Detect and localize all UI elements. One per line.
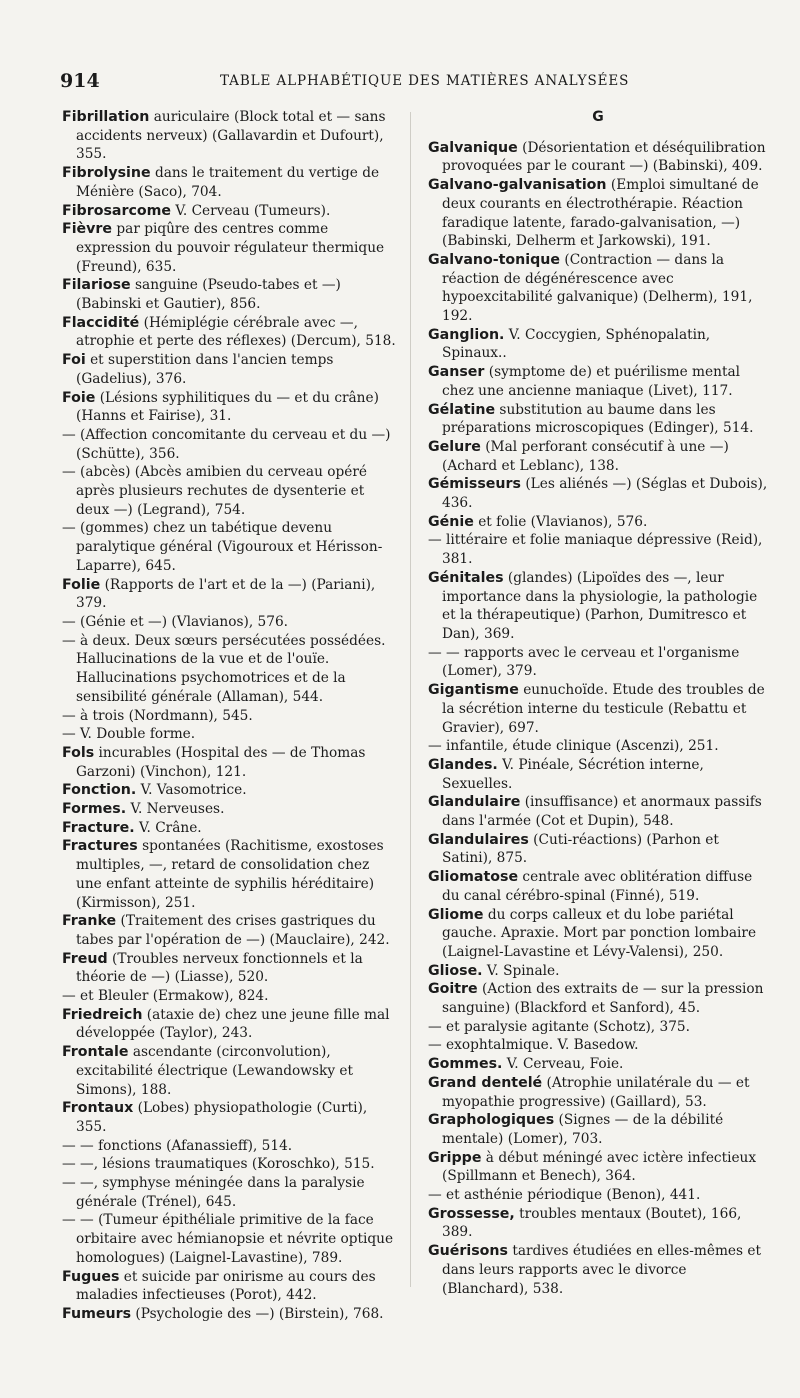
entry-text: (Action des extraits de — sur la pression sanguine) (Blackford et Sanford), 45. bbox=[442, 981, 764, 1017]
entry-headword: Fractures bbox=[62, 838, 138, 855]
entry-headword: Fibrosarcome bbox=[62, 202, 172, 219]
index-entry bbox=[62, 632, 397, 707]
entry-headword: Foi bbox=[62, 352, 86, 369]
entry-headword: Graphologiques bbox=[428, 1112, 555, 1129]
index-entry bbox=[428, 1186, 768, 1205]
entry-text: dans le traitement du vertige de Ménière (Saco), 704. bbox=[76, 165, 380, 200]
entry-text: ascendante (circonvolution), excitabilité électrique (Lewandowsky et Simons), 188. bbox=[76, 1044, 354, 1098]
entry-text: — littéraire et folie maniaque dépressive (Reid), 381. bbox=[428, 532, 763, 568]
index-entry bbox=[62, 389, 397, 426]
index-entry bbox=[428, 176, 768, 251]
entry-headword: Génie bbox=[428, 513, 474, 530]
running-title: TABLE ALPHABÉTIQUE DES MATIÈRES ANALYSÉES bbox=[220, 73, 630, 89]
entry-text: (Signes — de la débilité mentale) (Lomer), 703. bbox=[442, 1112, 724, 1147]
index-entry bbox=[62, 1305, 397, 1324]
entry-headword: Gommes. bbox=[428, 1056, 503, 1073]
entry-text: — à deux. Deux sœurs persécutées possédées. Hallucinations de la vue et de l'ouïe. Hallucinations psychomotrices et de la sensibilité générale (Allaman), 544. bbox=[62, 632, 386, 705]
entry-headword: Fracture. bbox=[62, 819, 135, 836]
entry-text: (Emploi simultané de deux courants en électrothérapie. Réaction faradique latente, farado-galvanisation, —) (Babinski, Delherm et Jarkowski), 191. bbox=[442, 177, 759, 250]
entry-text: — infantile, étude clinique (Ascenzi), 251. bbox=[428, 738, 719, 755]
entry-headword: Glandulaire bbox=[428, 794, 521, 811]
entry-headword: Fonction. bbox=[62, 782, 137, 799]
entry-headword: Gliome bbox=[428, 906, 484, 923]
index-entry bbox=[62, 351, 397, 388]
index-entry bbox=[428, 1074, 768, 1111]
entry-headword: Fols bbox=[62, 744, 95, 761]
entry-headword: Glandes. bbox=[428, 756, 498, 773]
index-entry bbox=[62, 800, 397, 819]
entry-text: à début méningé avec ictère infectieux (Spillmann et Benech), 364. bbox=[442, 1149, 757, 1185]
entry-text: eunuchoïde. Etude des troubles de la sécrétion interne du testicule (Rebattu et Gravier), 697. bbox=[442, 682, 765, 736]
entry-text: (Les aliénés —) (Séglas et Dubois), 436. bbox=[442, 476, 768, 512]
index-entry bbox=[62, 220, 397, 276]
right-column bbox=[428, 108, 768, 1298]
index-entry bbox=[62, 426, 397, 463]
entry-headword: Ganglion. bbox=[428, 326, 505, 343]
index-entry bbox=[428, 475, 768, 512]
entry-text: (Mal perforant consécutif à une —) (Achard et Leblanc), 138. bbox=[442, 438, 729, 474]
entry-text: (Lobes) physiopathologie (Curti), 355. bbox=[76, 1100, 368, 1135]
entry-text: (Lésions syphilitiques du — et du crâne) (Hanns et Fairise), 31. bbox=[76, 389, 379, 425]
entry-text: (Désorientation et déséquilibration provoquées par le courant —) (Babinski), 409. bbox=[442, 139, 766, 175]
entry-text: (Psychologie des —) (Birstein), 768. bbox=[131, 1306, 384, 1322]
entry-text: (Troubles nerveux fonctionnels et la théorie de —) (Liasse), 520. bbox=[76, 950, 363, 986]
index-entry bbox=[62, 1268, 397, 1305]
entry-text: V. Crâne. bbox=[134, 819, 202, 836]
entry-text: V. Nerveuses. bbox=[126, 801, 225, 818]
index-entry bbox=[62, 202, 397, 221]
index-entry bbox=[62, 1137, 397, 1156]
index-entry bbox=[62, 1006, 397, 1043]
page-number: 914 bbox=[60, 70, 100, 92]
entry-headword: Freud bbox=[62, 950, 108, 967]
index-entry bbox=[428, 1149, 768, 1186]
entry-headword: Gliomatose bbox=[428, 869, 519, 886]
index-entry bbox=[62, 613, 397, 632]
entry-headword: Folie bbox=[62, 576, 101, 593]
index-entry bbox=[428, 1111, 768, 1148]
page-header bbox=[60, 70, 750, 94]
section-letter: G bbox=[592, 109, 604, 125]
index-entry bbox=[62, 1043, 397, 1099]
entry-headword: Ganser bbox=[428, 364, 485, 381]
entry-headword: Grand dentelé bbox=[428, 1074, 543, 1091]
index-entry bbox=[62, 725, 397, 744]
entry-text: — à trois (Nordmann), 545. bbox=[62, 707, 253, 724]
entry-text: — — (Tumeur épithéliale primitive de la face orbitaire avec hémianopsie et névrite optique homologues) (Laignel-Lavastine), 789. bbox=[62, 1212, 394, 1266]
entry-text: et suicide par onirisme au cours des maladies infectieuses (Porot), 442. bbox=[76, 1268, 376, 1304]
index-entry bbox=[428, 906, 768, 962]
index-entry bbox=[428, 251, 768, 326]
entry-headword: Grossesse, bbox=[428, 1205, 515, 1222]
entry-headword: Fugues bbox=[62, 1268, 120, 1285]
entry-headword: Galvano-galvanisation bbox=[428, 177, 607, 194]
entry-text: V. Coccygien, Sphénopalatin, Spinaux.. bbox=[442, 326, 711, 362]
entry-text: — (abcès) (Abcès amibien du cerveau opéré après plusieurs rechutes de dysenterie et deux —) (Legrand), 754. bbox=[62, 464, 367, 518]
index-entry bbox=[62, 576, 397, 613]
index-entry bbox=[62, 164, 397, 201]
entry-text: V. Cerveau, Foie. bbox=[502, 1056, 624, 1073]
entry-text: centrale avec oblitération diffuse du canal cérébro-spinal (Finné), 519. bbox=[442, 869, 753, 904]
index-entry bbox=[62, 1174, 397, 1211]
entry-headword: Gelure bbox=[428, 438, 481, 455]
entry-text: du corps calleux et du lobe pariétal gauche. Apraxie. Mort par ponction lombaire (Laignel-Lavastine et Lévy-Valensi), 250. bbox=[442, 906, 757, 960]
index-entry bbox=[62, 519, 397, 575]
entry-text: (insuffisance) et anormaux passifs dans l'armée (Cot et Dupin), 548. bbox=[442, 794, 762, 830]
index-entry bbox=[428, 831, 768, 868]
entry-text: (Traitement des crises gastriques du tabes par l'opération de —) (Mauclaire), 242. bbox=[76, 913, 390, 948]
entry-text: (symptome de) et puérilisme mental chez une ancienne maniaque (Livet), 117. bbox=[442, 364, 740, 399]
entry-headword: Frontaux bbox=[62, 1100, 134, 1117]
entry-headword: Fièvre bbox=[62, 221, 113, 238]
index-entry bbox=[62, 781, 397, 800]
column-divider bbox=[410, 112, 411, 1287]
entry-headword: Friedreich bbox=[62, 1006, 143, 1023]
entry-text: (Hémiplégie cérébrale avec —, atrophie et perte des réflexes) (Dercum), 518. bbox=[76, 314, 396, 350]
index-entry bbox=[62, 912, 397, 949]
index-entry bbox=[428, 569, 768, 644]
index-entry bbox=[62, 1155, 397, 1174]
index-entry bbox=[62, 108, 397, 164]
index-entry bbox=[62, 707, 397, 726]
index-entry bbox=[428, 962, 768, 981]
entry-text: par piqûre des centres comme expression du pouvoir régulateur thermique (Freund), 635. bbox=[76, 221, 385, 275]
entry-text: V. Spinale. bbox=[482, 962, 560, 979]
entry-text: — V. Double forme. bbox=[62, 726, 196, 743]
entry-headword: Goitre bbox=[428, 981, 478, 998]
entry-text: substitution au baume dans les préparations microscopiques (Edinger), 514. bbox=[442, 401, 754, 437]
index-entry bbox=[428, 531, 768, 568]
entry-text: tardives étudiées en elles-mêmes et dans leurs rapports avec le divorce (Blanchard), 538. bbox=[442, 1243, 762, 1297]
entry-headword: Galvano-tonique bbox=[428, 251, 561, 268]
entry-headword: Grippe bbox=[428, 1149, 482, 1166]
entry-headword: Foie bbox=[62, 389, 96, 406]
index-entry bbox=[62, 819, 397, 838]
index-entry bbox=[428, 868, 768, 905]
index-entry bbox=[428, 1018, 768, 1037]
entry-text: spontanées (Rachitisme, exostoses multiples, —, retard de consolidation chez une enfant atteinte de syphilis héréditaire) (Kirmisson), 251. bbox=[76, 838, 384, 911]
entry-text: (ataxie de) chez une jeune fille mal développée (Taylor), 243. bbox=[76, 1006, 390, 1042]
index-entry bbox=[428, 438, 768, 475]
index-entry bbox=[428, 980, 768, 1017]
index-entry bbox=[62, 837, 397, 912]
entry-text: V. Pinéale, Sécrétion interne, Sexuelles. bbox=[442, 756, 704, 792]
entry-headword: Franke bbox=[62, 913, 117, 930]
entry-headword: Génitales bbox=[428, 569, 504, 586]
entry-headword: Fumeurs bbox=[62, 1306, 132, 1322]
entry-text: sanguine (Pseudo-tabes et —) (Babinski et Gautier), 856. bbox=[76, 277, 341, 313]
index-entry bbox=[62, 1211, 397, 1267]
entry-headword: Frontale bbox=[62, 1044, 129, 1061]
right-entries bbox=[428, 139, 768, 1299]
entry-headword: Filariose bbox=[62, 277, 131, 294]
entry-text: — —, lésions traumatiques (Koroschko), 515. bbox=[62, 1156, 375, 1173]
entry-headword: Galvanique bbox=[428, 139, 518, 156]
index-entry bbox=[428, 139, 768, 176]
entry-text: — et asthénie périodique (Benon), 441. bbox=[428, 1187, 701, 1204]
entry-text: — — rapports avec le cerveau et l'organisme (Lomer), 379. bbox=[428, 644, 740, 680]
entry-text: — — fonctions (Afanassieff), 514. bbox=[62, 1137, 293, 1154]
entry-headword: Fibrolysine bbox=[62, 165, 151, 182]
entry-text: V. Vasomotrice. bbox=[136, 782, 247, 799]
entry-text: et superstition dans l'ancien temps (Gadelius), 376. bbox=[76, 352, 334, 387]
entry-headword: Gliose. bbox=[428, 962, 483, 979]
index-entry bbox=[428, 737, 768, 756]
entry-text: (Cuti-réactions) (Parhon et Satini), 875. bbox=[442, 831, 719, 867]
index-entry bbox=[428, 793, 768, 830]
index-entry bbox=[428, 1055, 768, 1074]
entry-text: — exophtalmique. V. Basedow. bbox=[428, 1037, 639, 1054]
entry-headword: Flaccidité bbox=[62, 314, 140, 331]
index-entry bbox=[62, 987, 397, 1006]
index-entry bbox=[428, 644, 768, 681]
index-entry bbox=[428, 363, 768, 400]
index-entry bbox=[428, 1242, 768, 1298]
entry-text: — (Affection concomitante du cerveau et du —) (Schütte), 356. bbox=[62, 426, 391, 462]
index-entry bbox=[62, 276, 397, 313]
entry-text: — (gommes) chez un tabétique devenu paralytique général (Vigouroux et Hérisson-Laparre), 645. bbox=[62, 520, 383, 574]
entry-text: — —, symphyse méningée dans la paralysie générale (Trénel), 645. bbox=[62, 1175, 365, 1210]
entry-text: — et Bleuler (Ermakow), 824. bbox=[62, 988, 269, 1005]
entry-headword: Guérisons bbox=[428, 1243, 508, 1260]
entry-headword: Gémisseurs bbox=[428, 476, 521, 493]
index-entry bbox=[428, 1205, 768, 1242]
entry-headword: Gigantisme bbox=[428, 682, 519, 699]
entry-text: (glandes) (Lipoïdes des —, leur importance dans la physiologie, la pathologie et la thérapeutique) (Parhon, Dumitresco et Dan), 369. bbox=[442, 569, 758, 642]
index-entry bbox=[62, 314, 397, 351]
entry-text: et folie (Vlavianos), 576. bbox=[473, 513, 648, 530]
entry-text: incurables (Hospital des — de Thomas Garzoni) (Vinchon), 121. bbox=[76, 744, 366, 780]
entry-headword: Glandulaires bbox=[428, 831, 529, 848]
entry-headword: Formes. bbox=[62, 801, 127, 818]
index-entry bbox=[428, 756, 768, 793]
entry-headword: Fibrillation bbox=[62, 109, 150, 125]
entry-text: (Contraction — dans la réaction de dégénérescence avec hypoexcitabilité galvanique) (Delherm), 191, 192. bbox=[442, 251, 753, 325]
index-entry bbox=[428, 326, 768, 363]
entry-text: auriculaire (Block total et — sans accidents nerveux) (Gallavardin et Dufourt), 355. bbox=[76, 109, 386, 163]
entry-text: (Rapports de l'art et de la —) (Pariani), 379. bbox=[76, 576, 376, 612]
left-column bbox=[62, 108, 397, 1324]
index-entry bbox=[428, 1036, 768, 1055]
index-entry bbox=[62, 1099, 397, 1136]
entry-text: — (Génie et —) (Vlavianos), 576. bbox=[62, 613, 289, 630]
entry-text: troubles mentaux (Boutet), 166, 389. bbox=[442, 1205, 742, 1241]
index-entry bbox=[428, 401, 768, 438]
index-entry bbox=[428, 681, 768, 737]
index-entry bbox=[62, 463, 397, 519]
entry-text: V. Cerveau (Tumeurs). bbox=[171, 202, 331, 219]
entry-headword: Gélatine bbox=[428, 401, 496, 418]
entry-text: (Atrophie unilatérale du — et myopathie progressive) (Gaillard), 53. bbox=[442, 1074, 750, 1110]
index-entry bbox=[62, 950, 397, 987]
index-entry bbox=[62, 744, 397, 781]
index-entry bbox=[428, 513, 768, 532]
entry-text: — et paralysie agitante (Schotz), 375. bbox=[428, 1018, 690, 1035]
